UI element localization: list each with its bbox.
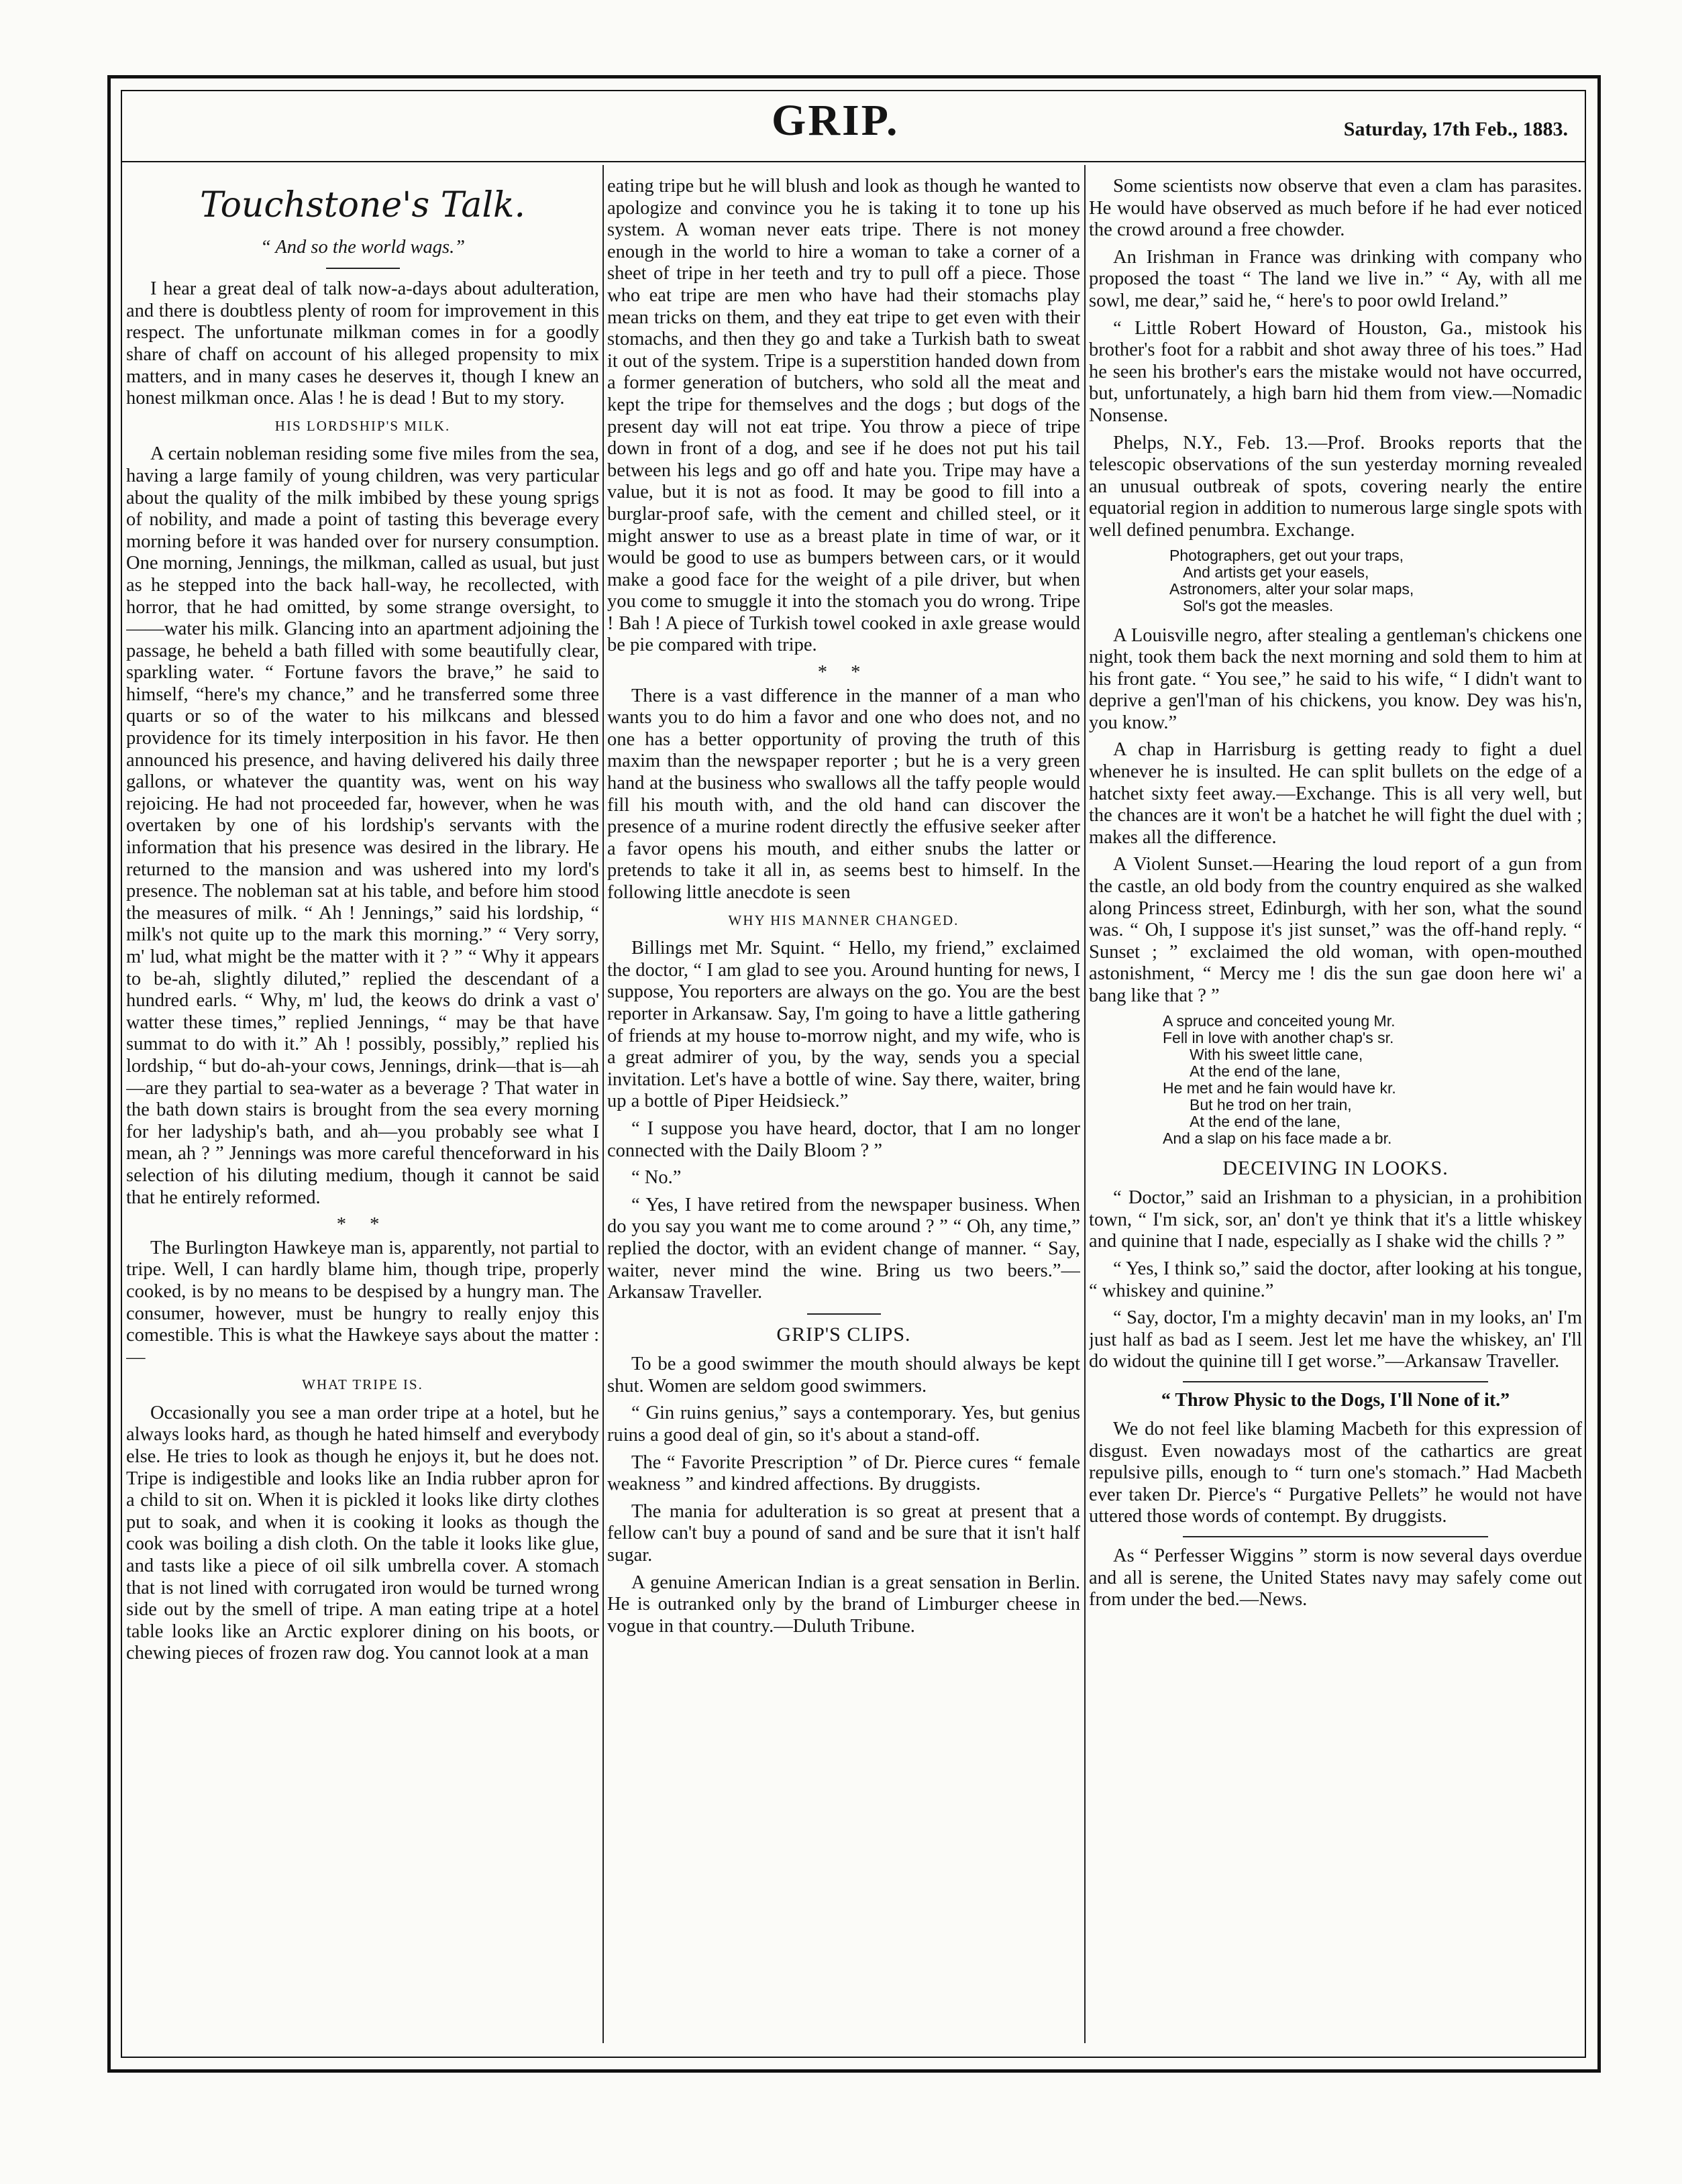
subheading: WHAT TRIPE IS.	[302, 1376, 423, 1393]
column-1	[126, 176, 599, 2040]
paragraph: A certain nobleman residing some five miles from the sea, having a large family of young children, was very particular about the quality of the milk imbibed by these young sprigs of nobility, and made a point of tasting this beverage every morning before it was handed over for nursery consumption. One morning, Jennings, the milkman, called as usual, but just as he stepped into the back hall-way, he recollected, with horror, that he had omitted, by some strange oversight, to——water his milk. Glancing into an apartment adjoining the passage, he beheld a bath filled with some beautifully clear, sparkling water. “ Fortune favors the brave,” he said to himself, “here's my chance,” and he transferred some three quarts or so of the water to his milkcans and blessed providence for its timely interposition in his favor. He then announced his presence, and having delivered his daily three gallons, or whatever the quantity was, went on his way rejoicing. He had not proceeded far, however, when he was overtaken by one of his lordship's servants with the information that his presence was desired in the library. He returned to the mansion and was ushered into my lord's presence. The nobleman sat at his table, and before him stood the measures of milk. “ Ah ! Jennings,” said his lordship, “ milk's not quite up to the mark this morning.” “ Very sorry, m' lud, what might be the matter with it ? ” “ Why it appears to be-ah, slightly diluted,” replied the descendant of a hundred earls. “ Why, m' lud, the keows do drink a vast o' watter these times,” replied Jennings, “ may be that have summat to do with it.” Ah ! possibly, possibly,” replied his lordship, “ but do-ah-your cows, Jennings, drink—that is—ah—are they partial to sea-water as a beverage ? That water in the bath down stairs is brought from the sea every morning for her ladyship's bath, and ah—you probably see what I mean, ah ? ” Jennings was more careful thenceforward in his selection of his diluting medium, though it cannot be said that he entirely reformed.	[126, 443, 599, 1208]
paragraph: Phelps, N.Y., Feb. 13.—Prof. Brooks reports that the telescopic observations of the sun yesterday morning revealed an unusual outbreak of spots, covering nearly the entire equatorial region in addition to numerous large single spots with well defined penumbra. Exchange.	[1089, 432, 1582, 541]
paragraph: “ Say, doctor, I'm a mighty decavin' man in my looks, an' I'm just half as bad as I seem. Jest let me have the whiskey, an' I'll do widout the quinine till I get worse.”—Arkansaw Traveller.	[1089, 1307, 1582, 1372]
paragraph: Occasionally you see a man order tripe at a hotel, but he always looks hard, as though he hated himself and everybody else. He tries to look as though he enjoys it, but he does not. Tripe is indigestible and looks like an India rubber apron for a child to sit on. When it is pickled it looks like dirty clothes put to soak, and when it is cooking it looks as though the cook was boiling a dish cloth. On the table it looks like glue, and tasts like a piece of oil silk umbrella cover. A stomach that is not lined with corrugated iron would be turned wrong side out by the smell of tripe. A man eating tripe at a hotel table looks like an Arctic explorer dining on his boots, or chewing pieces of frozen raw dog. You cannot look at a man	[126, 1402, 599, 1664]
column-divider-1	[602, 165, 604, 2043]
verse-line: He met and he fain would have kr.	[1163, 1079, 1396, 1097]
short-rule	[1183, 1381, 1488, 1382]
subheading: WHY HIS MANNER CHANGED.	[728, 912, 959, 928]
paragraph: To be a good swimmer the mouth should always be kept shut. Women are seldom good swimmers.	[607, 1354, 1080, 1397]
verse-line: With his sweet little cane,	[1190, 1045, 1363, 1063]
paragraph: The mania for adulteration is so great at present that a fellow can't buy a pound of sand and be sure that it isn't half sugar.	[607, 1500, 1080, 1566]
short-rule	[1183, 1536, 1488, 1537]
dateline: Saturday, 17th Feb., 1883.	[1343, 118, 1568, 140]
paragraph: The “ Favorite Prescription ” of Dr. Pierce cures “ female weakness ” and kindred affections. By druggists.	[607, 1452, 1080, 1495]
verse-block	[1163, 1013, 1582, 1147]
paragraph: A chap in Harrisburg is getting ready to fight a duel whenever he is insulted. He can split bullets on the edge of a hatchet sixty feet away.—Exchange. This is all very well, but the chances are it won't be a hatchet he will fight the duel with ; makes all the difference.	[1089, 739, 1582, 848]
paragraph: I hear a great deal of talk now-a-days about adulteration, and there is doubtless plenty of room for improvement in this respect. The unfortunate milkman comes in for a goodly share of chaff on account of his alleged propensity to mix matters, and in many cases he deserves it, though I knew an honest milkman once. Alas ! he is dead ! But to my story.	[126, 278, 599, 409]
paragraph: Some scientists now observe that even a clam has parasites. He would have observed as much before if he had ever noticed the crowd around a free chowder.	[1089, 176, 1582, 241]
paragraph: “ Little Robert Howard of Houston, Ga., mistook his brother's foot for a rabbit and shot away three of his toes.” Had he seen his brother's ears the mistake would not have occurred, but, unfortunately, a high barn hid them from view.—Nomadic Nonsense.	[1089, 317, 1582, 426]
verse-line: Sol's got the measles.	[1183, 596, 1334, 614]
paragraph: An Irishman in France was drinking with company who proposed the toast “ The land we live in.” “ Ay, with all me sowl, me dear,” said he, “ here's to poor owld Ireland.”	[1089, 246, 1582, 311]
section-heading: DECEIVING IN LOOKS.	[1222, 1156, 1449, 1179]
verse-line: A spruce and conceited young Mr.	[1163, 1012, 1396, 1030]
paragraph: A genuine American Indian is a great sensation in Berlin. He is outranked only by the brand of Limburger cheese in vogue in that country.—Duluth Tribune.	[607, 1572, 1080, 1637]
paragraph: “ Doctor,” said an Irishman to a physician, in a prohibition town, “ I'm sick, sor, an' don't ye think that it's a little whiskey and quinine that I nade, especially as I shake wid the chills ? ”	[1089, 1187, 1582, 1252]
article-title: Touchstone's Talk.	[199, 185, 526, 225]
verse-line: Photographers, get out your traps,	[1169, 546, 1404, 564]
verse-line: At the end of the lane,	[1190, 1112, 1341, 1130]
verse-line: Fell in love with another chap's sr.	[1163, 1028, 1394, 1046]
column-3	[1089, 176, 1582, 2040]
section-heading: GRIP'S CLIPS.	[776, 1323, 911, 1346]
verse-line: Astronomers, alter your solar maps,	[1169, 580, 1414, 598]
subheading: HIS LORDSHIP'S MILK.	[274, 417, 451, 434]
paragraph: eating tripe but he will blush and look as though he wanted to apologize and convince you he is taking it to tone up his system. A woman never eats tripe. There is not money enough in the world to hire a woman to take a corner of a sheet of tripe in her teeth and try to pull off a piece. Those who eat tripe are men who have had their stomachs play mean tricks on them, and they eat tripe to get even with their stomachs, and then they go and take a Turkish bath to sweat it out of the system. Tripe is a superstition handed down from a former generation of butchers, who sold all the meat and kept the tripe for themselves and the dogs ; but dogs of the present day will not eat tripe. You throw a piece of tripe down in front of a dog, and see if he does not put his tail between his legs and go off and hate you. Tripe may have a value, but it is not as food. It may be good to fill into a burglar-proof safe, with the cement and chilled steel, or it might answer to use as a breast plate in time of war, or it would be good to use as bumpers between cars, or it would make a good face for the weight of a pile driver, but when you come to smuggle it into the stomach you do wrong. Tripe ! Bah ! A piece of Turkish towel cooked in axle grease would be pie compared with tripe.	[607, 176, 1080, 656]
paragraph: The Burlington Hawkeye man is, apparently, not partial to tripe. Well, I can hardly blame him, though tripe, properly cooked, is by no means to be despised by a hungry man. The consumer, however, must be hungry to really enjoy this comestible. This is what the Hawkeye says about the matter :—	[126, 1237, 599, 1368]
paragraph: A Violent Sunset.—Hearing the loud report of a gun from the castle, an old body from the country enquired as she walked along Princess street, Edinburgh, with her son, what the sound was. “ Oh, I suppose it's jist sunset,” was the off-hand reply. “ Sunset ; ” exclaimed the old woman, with open-mouthed astonishment, “ Mercy me ! dis the sun gae doon here wi' a bang like that ? ”	[1089, 854, 1582, 1006]
verse-line: But he trod on her train,	[1190, 1095, 1352, 1113]
verse-line: And artists get your easels,	[1183, 563, 1369, 581]
paragraph: There is a vast difference in the manner of a man who wants you to do him a favor and one who does not, and no one has a better opportunity of proving the truth of this maxim than the newspaper reporter ; but he is a very green hand at the business who swallows all the taffy people would fill his mouth with, and the old hand can discover the presence of a murine rodent directly the effusive seeker after a favor opens his mouth, and either snubs the latter or pretends to take it all in, as seems best to himself. In the following little anecdote is seen	[607, 685, 1080, 903]
section-stars: * *	[336, 1214, 389, 1236]
masthead: GRIP.	[772, 96, 900, 145]
section-stars: * *	[817, 662, 870, 684]
epigraph: “ And so the world wags.”	[260, 236, 466, 258]
header-rule	[121, 161, 1586, 162]
paragraph: “ Yes, I have retired from the newspaper business. When do you say you want me to come around ? ” “ Oh, any time,” replied the doctor, with an evident change of manner. “ Say, waiter, never mind the wine. Bring us two beers.”—Arkansaw Traveller.	[607, 1194, 1080, 1303]
paragraph: “ No.”	[631, 1167, 682, 1189]
column-2	[607, 176, 1080, 2040]
verse-line: And a slap on his face made a br.	[1163, 1129, 1392, 1147]
paragraph: A Louisville negro, after stealing a gentleman's chickens one night, took them back the next morning and sold them to him at his front gate. “ You see,” he said to his wife, “ I didn't want to deprive a gen'l'man of his chickens, you know. Dey was his'n, you know.”	[1089, 624, 1582, 733]
paragraph: Billings met Mr. Squint. “ Hello, my friend,” exclaimed the doctor, “ I am glad to see you. Around hunting for news, I suppose, You reporters are always on the go. You are the best reporter in Arkansaw. Say, I'm going to have a little gathering of friends at my house to-morrow night, and my wife, who is a great admirer of you, by the way, sends you a special invitation. Let's have a bottle of wine. Say there, waiter, bring up a bottle of Piper Heidsieck.”	[607, 938, 1080, 1112]
column-divider-2	[1084, 165, 1086, 2043]
paragraph: “ I suppose you have heard, doctor, that I am no longer connected with the Daily Bloom ? ”	[607, 1117, 1080, 1161]
short-rule	[807, 1313, 881, 1315]
paragraph: As “ Perfesser Wiggins ” storm is now several days overdue and all is serene, the United States navy may safely come out from under the bed.—News.	[1089, 1545, 1582, 1610]
verse-line: At the end of the lane,	[1190, 1062, 1341, 1080]
bold-heading: “ Throw Physic to the Dogs, I'll None of it.”	[1161, 1389, 1510, 1411]
short-rule	[326, 268, 400, 269]
verse-block	[1169, 547, 1582, 614]
paragraph: We do not feel like blaming Macbeth for this expression of disgust. Even nowadays most of the cathartics are great repulsive pills, enough to “ turn one's stomach.” Had Macbeth ever taken Dr. Pierce's “ Purgative Pellets” he would not have uttered those words of contempt. By druggists.	[1089, 1418, 1582, 1527]
paragraph: “ Gin ruins genius,” says a contemporary. Yes, but genius ruins a good deal of gin, so it's about a stand-off.	[607, 1403, 1080, 1446]
paragraph: “ Yes, I think so,” said the doctor, after looking at his tongue, “ whiskey and quinine.”	[1089, 1258, 1582, 1301]
